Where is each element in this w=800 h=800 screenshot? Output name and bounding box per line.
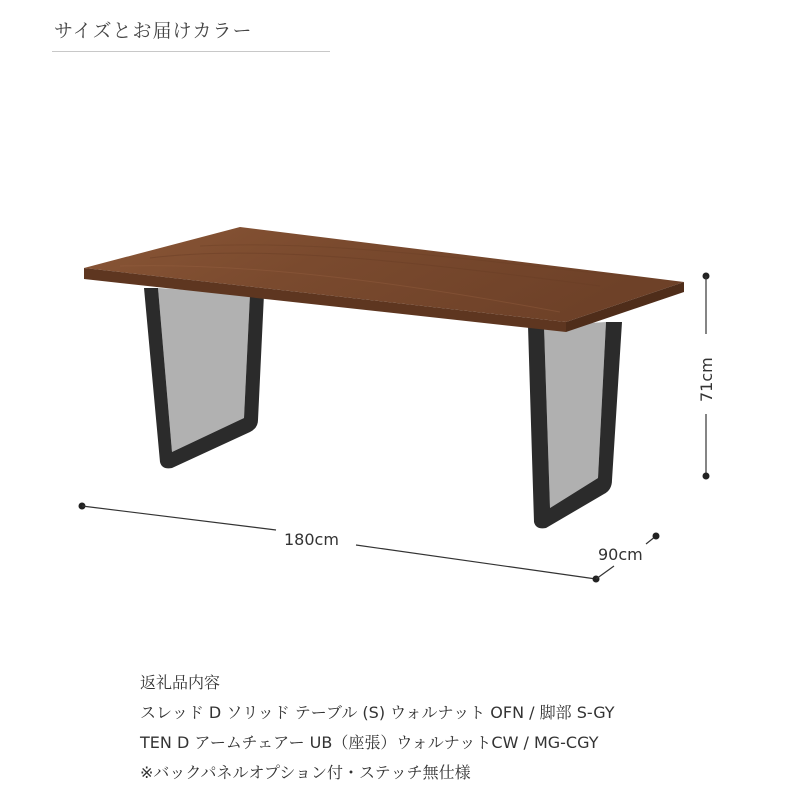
contents-line-note: ※バックパネルオプション付・ステッチ無仕様 [140, 763, 471, 782]
height-label: 71cm [697, 357, 716, 402]
section-title: サイズとお届けカラー [54, 20, 253, 42]
width-dimension [79, 503, 600, 583]
depth-dimension [596, 533, 660, 580]
table-leg-right [528, 322, 622, 528]
height-dimension [697, 273, 716, 480]
gift-contents [140, 668, 780, 788]
contents-line-chair: TEN D アームチェアー UB（座張）ウォルナットCW / MG-CGY [140, 733, 599, 752]
depth-label: 90cm [598, 545, 643, 564]
width-label: 180cm [284, 530, 339, 549]
contents-line-table: スレッド D ソリッド テーブル (S) ウォルナット OFN / 脚部 S-GY [140, 703, 615, 722]
contents-heading: 返礼品内容 [140, 673, 221, 692]
table-leg-left [144, 288, 264, 468]
